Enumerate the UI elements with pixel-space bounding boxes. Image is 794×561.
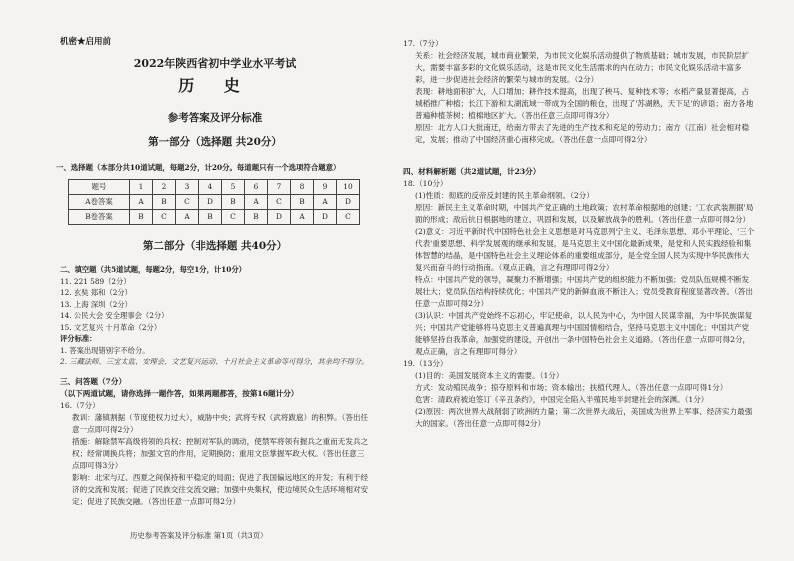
qa-instructions: （以下两道试题，请你选择一题作答，如果两题都答，按第16题计分）	[60, 389, 299, 398]
answer-cell: B	[291, 195, 314, 210]
answer-line: 14. 公民大会 安全理事会（2分）	[60, 311, 169, 321]
analysis-section	[403, 166, 755, 430]
row-label: A卷答案	[69, 195, 130, 210]
answer-line: 12. 玄奘 郑和（2分）	[60, 288, 132, 298]
answer-paragraph: 危害：清政府被迫签订《辛丑条约》，中国完全陷入半殖民地半封建社会的深渊。（1分）	[415, 395, 709, 404]
mc-answer-table	[68, 179, 360, 225]
table-row	[69, 195, 360, 210]
qa-section	[60, 376, 370, 508]
answer-cell: C	[222, 210, 245, 225]
answer-cell: B	[245, 210, 268, 225]
right-column	[403, 0, 755, 561]
answer-cell: B	[222, 195, 245, 210]
part1-heading: 第一部分（选择题 共20分）	[148, 136, 282, 148]
answer-line: 15. 文艺复兴 十月革命（2分）	[60, 322, 162, 332]
scoring-rule: 2. 三藏法师、三宝太监、安理会、文艺复兴运动、十月社会主义革命等可得分，其余均不得分。	[60, 357, 369, 367]
answer-paragraph: 关系：社会经济发展，城市商业繁荣，为市民文化娱乐活动提供了物质基础；城市发展，市民阶层扩大，需要丰富多彩的文化娱乐活动，这是市民文化生活需求的内在动力；市民文化娱乐活动丰富多彩，进一步促进社会经济的繁荣与城市的发展。（2分）	[415, 51, 750, 84]
answer-cell: C	[176, 195, 199, 210]
answer-cell: D	[268, 210, 291, 225]
answer-cell: B	[199, 210, 222, 225]
answer-cell: A	[245, 195, 268, 210]
answer-line: 13. 上海 深圳（2分）	[60, 299, 132, 309]
answer-cell: A	[314, 195, 337, 210]
question-number: 5	[222, 180, 245, 195]
answer-line: 11. 221 589（2分）	[60, 276, 131, 286]
answer-key-title: 参考答案及评分标准	[167, 112, 263, 124]
answer-paragraph: (2)原因：两次世界大战削弱了欧洲的力量；第二次世界大战后，美国成为世界上军事、经济实力最强大的国家。（答出任意一点即可得2分）	[415, 407, 753, 428]
answer-paragraph: 教训：藩镇割据（节度使权力过大），威胁中央；武将专权（武将跋扈）的积弊。（答出任意一点即可得2分）	[72, 413, 369, 434]
answer-cell: D	[314, 210, 337, 225]
question-number-label: 16.（7分）	[60, 401, 100, 410]
question-number: 9	[314, 180, 337, 195]
scoring-rule: 1. 答案出现错别字不给分。	[60, 345, 150, 355]
answer-paragraph: 措施：解除禁军高级将领的兵权；控制对军队的调动，使禁军将领有握兵之重而无发兵之权；经常调换兵将；加强文官的作用，定期换防；重用文臣掌握军政大权。（答出任意三点即可得3分）	[72, 437, 369, 470]
question-number: 2	[153, 180, 176, 195]
question-number: 7	[268, 180, 291, 195]
question-number: 4	[199, 180, 222, 195]
question-number: 8	[291, 180, 314, 195]
answer-paragraph: 表现：耕地面积扩大，人口增加；耕作技术提高，出现了秧马、复种技术等；水稻产量显著提高，占城稻推广种植；长江下游和太湖流域一带成为全国的粮仓，出现了'苏湖熟，天下足'的谚语；南方各地普遍种植茶树；植棉地区扩大。（答出任意三点即可得3分）	[415, 87, 754, 120]
answer-paragraph: 原因：新民主主义革命时期，中国共产党正确的土地政策；农村革命根据地的创建；'工农武装割据'局面的形成；敌后抗日根据地的建立、巩固和发展，以及解放战争的胜利。（答出任意一点即可得2分）	[415, 203, 754, 224]
qa-heading: 三、问答题（7分）	[60, 377, 127, 386]
answer-cell: A	[130, 195, 153, 210]
subject-title: 历 史	[178, 76, 252, 95]
page-footer: 历史参考答案及评分标准 第1页（共3页）	[130, 531, 268, 540]
left-column	[56, 0, 370, 561]
mc-instructions: 一、选择题（本部分共10道试题，每题2分，计20分。每道题只有一个选项符合题意）	[56, 163, 341, 172]
answer-cell: A	[176, 210, 199, 225]
question-number: 3	[176, 180, 199, 195]
answer-cell: A	[291, 210, 314, 225]
fill-in-section	[60, 264, 370, 368]
part2-heading: 第二部分（非选择题 共40分）	[142, 240, 288, 252]
answer-cell: C	[337, 210, 360, 225]
answer-cell: C	[153, 210, 176, 225]
answer-cell: C	[268, 195, 291, 210]
answer-paragraph: (2)意义：习近平新时代中国特色社会主义思想是对马克思列宁主义、毛泽东思想、邓小平理论、'三个代表'重要思想、科学发展观的继承和发展，是马克思主义中国化最新成果，是党和人民实践经验和集体智慧的结晶，是中国特色社会主义理论体系的重要组成部分，是全党全国人民为实现中华民族伟大复兴而奋斗的行动指南。（观点正确，言之有理即可得2分）	[415, 227, 755, 272]
answer-paragraph: 方式：发动殖民战争；掠夺原料和市场；资本输出；扶植代理人。（答出任意一点即可得1分）	[415, 383, 728, 392]
table-header-label: 题号	[69, 180, 130, 195]
q17-section	[403, 38, 755, 146]
table-header-row	[69, 180, 360, 195]
fill-heading: 二、填空题（共5道试题，每题2分，每空1分，计10分）	[60, 265, 246, 274]
exam-title: 2022年陕西省初中学业水平考试	[133, 57, 297, 70]
answer-paragraph: 特点：中国共产党的领导，凝聚力不断增强；中国共产党的组织能力不断加强；党员队伍规模不断发展壮大；党员队伍结构持续优化；中国共产党的新鲜血液不断注入；党员受教育程度显著改善。（答出任意一点即可得2分）	[415, 275, 753, 308]
analysis-heading: 四、材料解析题（共2道试题，计23分）	[403, 167, 541, 176]
answer-cell: D	[199, 195, 222, 210]
answer-paragraph: 影响：北宋与辽、西夏之间保持和平稳定的局面；促进了我国偏远地区的开发；有利于经济的交流和发展；促进了民族交往交流交融；加强中央集权，使边境民众生活环境相对安定；促进了民族交融。（答出任意一点即可得2分）	[72, 473, 369, 506]
question-number-label: 17.（7分）	[403, 39, 443, 48]
question-number: 6	[245, 180, 268, 195]
table-row	[69, 210, 360, 225]
answer-paragraph: 原因：北方人口大批南迁，给南方带去了先进的生产技术和充足的劳动力；南方（江南）社会相对稳定，发展；推动了中国经济重心南移完成。（答出任意一点即可得2分）	[415, 123, 750, 144]
scoring-heading: 评分标准：	[60, 334, 97, 344]
answer-cell: B	[153, 195, 176, 210]
question-number: 1	[130, 180, 153, 195]
answer-paragraph: (3)认识：中国共产党始终不忘初心，牢记使命，以人民为中心，为中国人民谋幸福，为中华民族谋复兴；中国共产党能够将马克思主义普遍真理与中国国情相结合，坚持马克思主义中国化；中国共产党能够坚持自我革命，加强党的建设，开创出一条中国特色社会主义道路。（答出任意一点即可得2分，观点正确，言之有理即可得分）	[415, 311, 753, 356]
question-number-label: 18.（10分）	[403, 179, 448, 188]
answer-cell: D	[337, 195, 360, 210]
confidential-label: 机密★启用前	[60, 37, 112, 47]
answer-paragraph: (1)性质：彻底的反帝反封建的民主革命纲领。（2分）	[415, 191, 594, 200]
answer-cell: B	[130, 210, 153, 225]
question-number-label: 19.（13分）	[403, 359, 448, 368]
question-number: 10	[337, 180, 360, 195]
row-label: B卷答案	[69, 210, 130, 225]
answer-paragraph: (1)目的：美国发展资本主义的需要。（1分）	[415, 371, 564, 380]
